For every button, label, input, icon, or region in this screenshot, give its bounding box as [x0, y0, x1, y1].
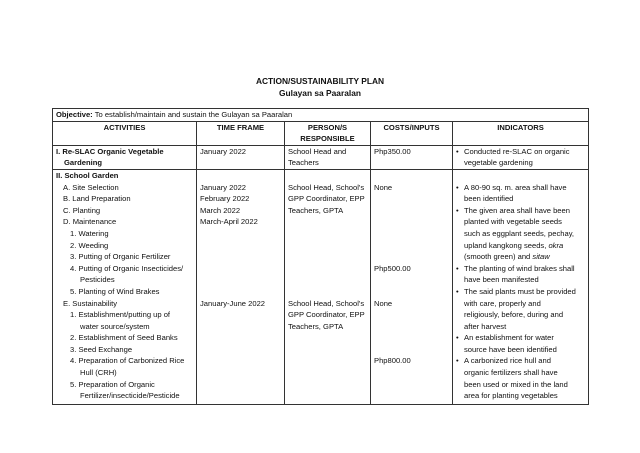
time-frame: January 2022: [200, 182, 247, 192]
doc-title: ACTION/SUSTAINABILITY PLAN: [255, 76, 385, 86]
indicator-text: with care, properly and: [464, 298, 541, 308]
cost: [374, 309, 449, 321]
activity: E. Sustainability: [63, 298, 118, 308]
activity: 3. Seed Exchange: [70, 344, 133, 354]
objective-label: Objective:: [56, 110, 93, 119]
person: School Head, School's: [288, 298, 365, 308]
time-frame: [200, 251, 281, 263]
cost: [374, 240, 449, 252]
cost: Php350.00: [371, 145, 453, 169]
indicator: [456, 309, 585, 321]
indicator-text: have been manifested: [464, 275, 539, 285]
cost: [374, 216, 449, 228]
indicator: [456, 193, 585, 205]
indicator-italic: sitaw: [532, 252, 550, 262]
cost: [374, 205, 449, 217]
person: School Head and: [288, 146, 347, 156]
time-frame: January 2022: [197, 145, 285, 169]
time-frame: [200, 274, 281, 286]
cost: [374, 193, 449, 205]
indicator-text: after harvest: [464, 321, 507, 331]
header-activities: ACTIVITIES: [53, 121, 197, 145]
person: GPP Coordinator, EPP: [288, 194, 365, 204]
person: [288, 286, 367, 298]
indicator: [456, 228, 585, 240]
activity: 4. Preparation of Carbonized Rice: [70, 356, 185, 366]
cost: [374, 321, 449, 333]
header-indicators: INDICATORS: [453, 121, 589, 145]
person: [288, 251, 367, 263]
indicator-text: An establishment for water: [464, 333, 554, 343]
header-time-frame: TIME FRAME: [197, 121, 285, 145]
indicator: [456, 274, 585, 286]
table-row: [53, 145, 589, 169]
activity: II. School Garden: [56, 170, 119, 180]
indicator: [456, 170, 585, 182]
person: [288, 274, 367, 286]
activity: 5. Planting of Wind Brakes: [70, 286, 160, 296]
indicator: [456, 205, 585, 217]
time-frame: March 2022: [200, 205, 241, 215]
person: Teachers: [288, 158, 319, 168]
header-costs: COSTS/INPUTS: [371, 121, 453, 145]
person: Teachers, GPTA: [288, 321, 344, 331]
action-plan-table: [52, 108, 589, 405]
indicator-text: been used or mixed in the land: [464, 379, 568, 389]
person: Teachers, GPTA: [288, 205, 344, 215]
indicator: vegetable gardening: [464, 158, 533, 168]
activity: water source/system: [80, 321, 150, 331]
indicator: [456, 286, 585, 298]
indicator-text: religiously, before, during and: [464, 310, 564, 320]
indicator-text: such as eggplant seeds, pechay,: [464, 228, 575, 238]
indicator: [456, 240, 585, 252]
indicator-text: source have been identified: [464, 344, 557, 354]
time-frame: March-April 2022: [200, 217, 258, 227]
cost: [374, 344, 449, 356]
indicator: [456, 216, 585, 228]
person: GPP Coordinator, EPP: [288, 310, 365, 320]
activity: C. Planting: [63, 205, 101, 215]
cost: Php500.00: [374, 263, 411, 273]
objective-text: To establish/maintain and sustain the Gulayan sa Paaralan: [92, 110, 293, 119]
cost: [374, 228, 449, 240]
header-row: [53, 121, 589, 145]
activity: 1. Watering: [70, 228, 109, 238]
indicator-text: The said plants must be provided: [464, 286, 576, 296]
cost: [374, 286, 449, 298]
activity: Gardening: [64, 158, 102, 168]
activity: Hull (CRH): [80, 368, 117, 378]
cost: [374, 251, 449, 263]
indicator: [456, 332, 585, 344]
person: [288, 228, 367, 240]
indicator: [456, 251, 585, 263]
person: School Head, School's: [288, 182, 365, 192]
cost: [374, 274, 449, 286]
doc-subtitle: Gulayan sa Paaralan: [279, 88, 361, 98]
activity: 5. Preparation of Organic: [70, 379, 155, 389]
indicator: [456, 390, 585, 402]
indicator: • Conducted re-SLAC on organic: [456, 146, 585, 158]
activity: 3. Putting of Organic Fertilizer: [70, 252, 171, 262]
cost: Php800.00: [374, 356, 411, 366]
indicator-text: area for planting vegetables: [464, 391, 558, 401]
indicator-text: A carbonized rice hull and: [464, 356, 551, 366]
activity: 1. Establishment/putting up of: [70, 310, 171, 320]
activity: Pesticides: [80, 275, 115, 285]
time-frame: [200, 228, 281, 240]
person: [288, 263, 367, 275]
indicator-italic: okra: [548, 240, 564, 250]
activity: 2. Weeding: [70, 240, 109, 250]
activity: 4. Putting of Organic Insecticides/: [70, 263, 184, 273]
indicator: [456, 263, 585, 275]
time-frame: [200, 170, 281, 182]
header-persons: PERSON/S RESPONSIBLE: [285, 121, 371, 145]
indicator: [456, 367, 585, 379]
activity: A. Site Selection: [63, 182, 119, 192]
indicator: [456, 321, 585, 333]
indicator: [456, 182, 585, 194]
indicator: [456, 298, 585, 310]
activity: D. Maintenance: [63, 217, 117, 227]
indicator-text: A 80-90 sq. m. area shall have: [464, 182, 567, 192]
indicator-text: planted with vegetable seeds: [464, 217, 562, 227]
person: [288, 170, 367, 182]
time-frame: [200, 240, 281, 252]
cost: [374, 170, 449, 182]
time-frame: [200, 286, 281, 298]
indicator: [456, 355, 585, 367]
activity: I. Re-SLAC Organic Vegetable: [56, 146, 164, 156]
table-row: [53, 169, 589, 404]
time-frame: January-June 2022: [200, 298, 266, 308]
objective-row: [53, 109, 589, 122]
cost: None: [374, 298, 393, 308]
person: [288, 216, 367, 228]
person: [288, 240, 367, 252]
indicator-text: The given area shall have been: [464, 205, 570, 215]
activity: B. Land Preparation: [63, 194, 131, 204]
indicator-text: upland kangkong seeds,: [464, 240, 549, 250]
indicator: [456, 344, 585, 356]
indicator: [456, 379, 585, 391]
time-frame: February 2022: [200, 194, 250, 204]
cost: [374, 332, 449, 344]
activity: 2. Establishment of Seed Banks: [70, 333, 178, 343]
time-frame: [200, 263, 281, 275]
indicator-text: (smooth green) and: [464, 252, 533, 262]
indicator-text: The planting of wind brakes shall: [464, 263, 575, 273]
indicator-text: organic fertilizers shall have: [464, 368, 558, 378]
indicator-text: been identified: [464, 194, 514, 204]
cost: None: [374, 182, 393, 192]
activity: Fertilizer/insecticide/Pesticide: [80, 391, 180, 401]
